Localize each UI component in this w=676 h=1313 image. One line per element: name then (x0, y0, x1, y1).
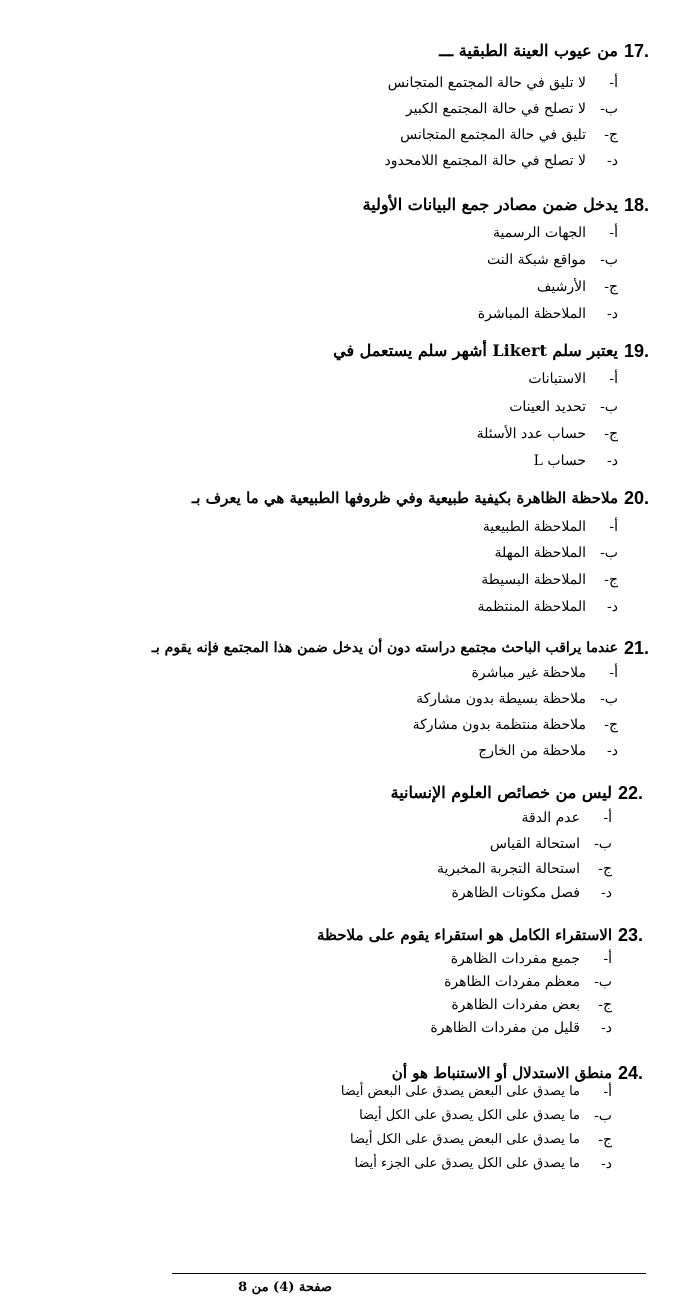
option[interactable] (320, 948, 612, 970)
option[interactable] (326, 450, 618, 472)
option[interactable] (232, 1081, 612, 1103)
option-letter: ب- (600, 545, 618, 561)
question-text: الاستقراء الكامل هو استقراء يقوم على ملاحظة (316, 926, 612, 944)
option-text: ملاحظة من الخارج (478, 743, 586, 759)
option[interactable] (320, 971, 612, 993)
question-18 (0, 194, 650, 334)
option-text: تحديد العينات (509, 399, 586, 415)
option-text: ملاحظة منتظمة بدون مشاركة (412, 717, 586, 733)
option[interactable] (326, 516, 618, 538)
option[interactable] (326, 368, 618, 390)
question-text: عندما يراقب الباحث مجتمع دراسته دون أن يدخل ضمن هذا المجتمع فإنه يقوم بـ (151, 640, 618, 656)
option-text: الاستبانات (528, 371, 586, 387)
option-letter: د- (607, 599, 618, 615)
option-text: الملاحظة البسيطة (481, 572, 586, 588)
option[interactable] (320, 1017, 612, 1039)
question-text: منطق الاستدلال أو الاستنباط هو أن (391, 1064, 612, 1082)
option-text: معظم مفردات الظاهرة (444, 974, 580, 990)
option-letter: ج- (604, 572, 618, 588)
option-letter: ب- (600, 101, 618, 117)
option-text: استحالة القياس (489, 836, 580, 852)
option-letter: د- (607, 306, 618, 322)
option[interactable] (320, 994, 612, 1016)
option-letter: أ- (609, 371, 618, 387)
option-letter: أ- (609, 665, 618, 681)
question-text: يدخل ضمن مصادر جمع البيانات الأولية (362, 195, 618, 214)
question-23 (0, 924, 644, 1044)
option[interactable] (326, 303, 618, 325)
question-number: 20. (624, 488, 650, 508)
option[interactable] (320, 882, 612, 904)
option-letter: ج- (604, 717, 618, 733)
question-number: 19. (624, 341, 650, 361)
option-letter: ج- (604, 127, 618, 143)
option-letter: ج- (598, 861, 612, 877)
option-letter: أ- (609, 75, 618, 91)
option-letter: أ- (609, 225, 618, 241)
option-letter: ج- (598, 997, 612, 1013)
question-24 (0, 1062, 644, 1182)
option[interactable] (326, 596, 618, 618)
option-text: مواقع شبكة النت (487, 252, 586, 268)
question-17 (0, 40, 650, 180)
option-text: الملاحظة الطبيعية (482, 519, 586, 535)
option-text: بعض مفردات الظاهرة (451, 997, 580, 1013)
option-text: فصل مكونات الظاهرة (451, 885, 580, 901)
option-text: ما يصدق على البعض يصدق على البعض أيضا (340, 1084, 580, 1099)
option[interactable] (232, 1105, 612, 1127)
question-text: يعتبر سلم Likert أشهر سلم يستعمل في (333, 341, 618, 360)
option[interactable] (326, 150, 618, 172)
option[interactable] (326, 276, 618, 298)
option[interactable] (326, 423, 618, 445)
question-number: 17. (624, 41, 650, 61)
option[interactable] (326, 662, 618, 684)
question-text: من عيوب العينة الطبقية ـــ (439, 41, 618, 60)
option-text: لا تصلح في حالة المجتمع اللامحدود (384, 153, 586, 169)
option[interactable] (320, 833, 612, 855)
option-letter: د- (607, 453, 618, 469)
option[interactable] (232, 1129, 612, 1151)
question-number: 24. (618, 1063, 644, 1083)
option-letter: ج- (604, 279, 618, 295)
option[interactable] (326, 124, 618, 146)
option-text: ما يصدق على الكل يصدق على الجزء أيضا (354, 1156, 580, 1171)
option-text: ما يصدق على الكل يصدق على الكل أيضا (359, 1108, 580, 1123)
option-letter: أ- (603, 1084, 612, 1100)
option-letter: أ- (603, 810, 612, 826)
option[interactable] (326, 542, 618, 564)
option-letter: ب- (594, 836, 612, 852)
question-21 (0, 637, 650, 777)
option-letter: د- (601, 885, 612, 901)
option-letter: د- (601, 1020, 612, 1036)
option-letter: ب- (594, 1108, 612, 1124)
option-letter: أ- (603, 951, 612, 967)
page-number: صفحة (4) من 8 (238, 1280, 332, 1295)
option-text: قليل من مفردات الظاهرة (430, 1020, 580, 1036)
option-text: لا تليق في حالة المجتمع المتجانس (387, 75, 586, 91)
question-number: 22. (618, 783, 644, 803)
option-letter: د- (607, 153, 618, 169)
option[interactable] (326, 569, 618, 591)
option-text: ما يصدق على البعض يصدق على الكل أيضا (349, 1132, 580, 1147)
footer-divider (172, 1273, 646, 1274)
option-letter: د- (607, 743, 618, 759)
option-text: الملاحظة المهلة (494, 545, 586, 561)
option-text: الأرشيف (536, 279, 586, 295)
option[interactable] (320, 807, 612, 829)
option-text: تليق في حالة المجتمع المتجانس (400, 127, 586, 143)
option-letter: أ- (609, 519, 618, 535)
option-text: ملاحظة غير مباشرة (471, 665, 586, 681)
option-text: الملاحظة المباشرة (477, 306, 586, 322)
question-19 (0, 340, 650, 480)
option-text: استحالة التجربة المخبرية (436, 861, 580, 877)
option-text: عدم الدقة (521, 810, 580, 826)
question-number: 18. (624, 195, 650, 215)
option-letter: ج- (598, 1132, 612, 1148)
option-text: جميع مفردات الظاهرة (450, 951, 580, 967)
question-text: ملاحظة الظاهرة بكيفية طبيعية وفي ظروفها الطبيعية هي ما يعرف بـ (191, 489, 618, 507)
option[interactable] (326, 72, 618, 94)
question-20 (0, 487, 650, 627)
option-text: حساب عدد الأسئلة (476, 426, 586, 442)
option-letter: ب- (594, 974, 612, 990)
option-letter: د- (601, 1156, 612, 1172)
option[interactable] (326, 249, 618, 271)
option-text: الجهات الرسمية (493, 225, 586, 241)
option-letter: ج- (604, 426, 618, 442)
option[interactable] (326, 688, 618, 710)
option[interactable] (326, 222, 618, 244)
option-text: ملاحظة بسيطة بدون مشاركة (416, 691, 586, 707)
question-text: ليس من خصائص العلوم الإنسانية (390, 783, 612, 802)
option-text: حساب L (533, 453, 586, 469)
question-number: 23. (618, 925, 644, 945)
option-letter: ب- (600, 399, 618, 415)
option[interactable] (320, 858, 612, 880)
option[interactable] (326, 740, 618, 762)
option-letter: ب- (600, 252, 618, 268)
option-text: الملاحظة المنتظمة (477, 599, 586, 615)
option[interactable] (326, 714, 618, 736)
option[interactable] (326, 396, 618, 418)
question-number: 21. (624, 638, 650, 658)
option-text: لا تصلح في حالة المجتمع الكبير (405, 101, 586, 117)
option[interactable] (326, 98, 618, 120)
question-22 (0, 782, 644, 912)
option-letter: ب- (600, 691, 618, 707)
option[interactable] (232, 1153, 612, 1175)
